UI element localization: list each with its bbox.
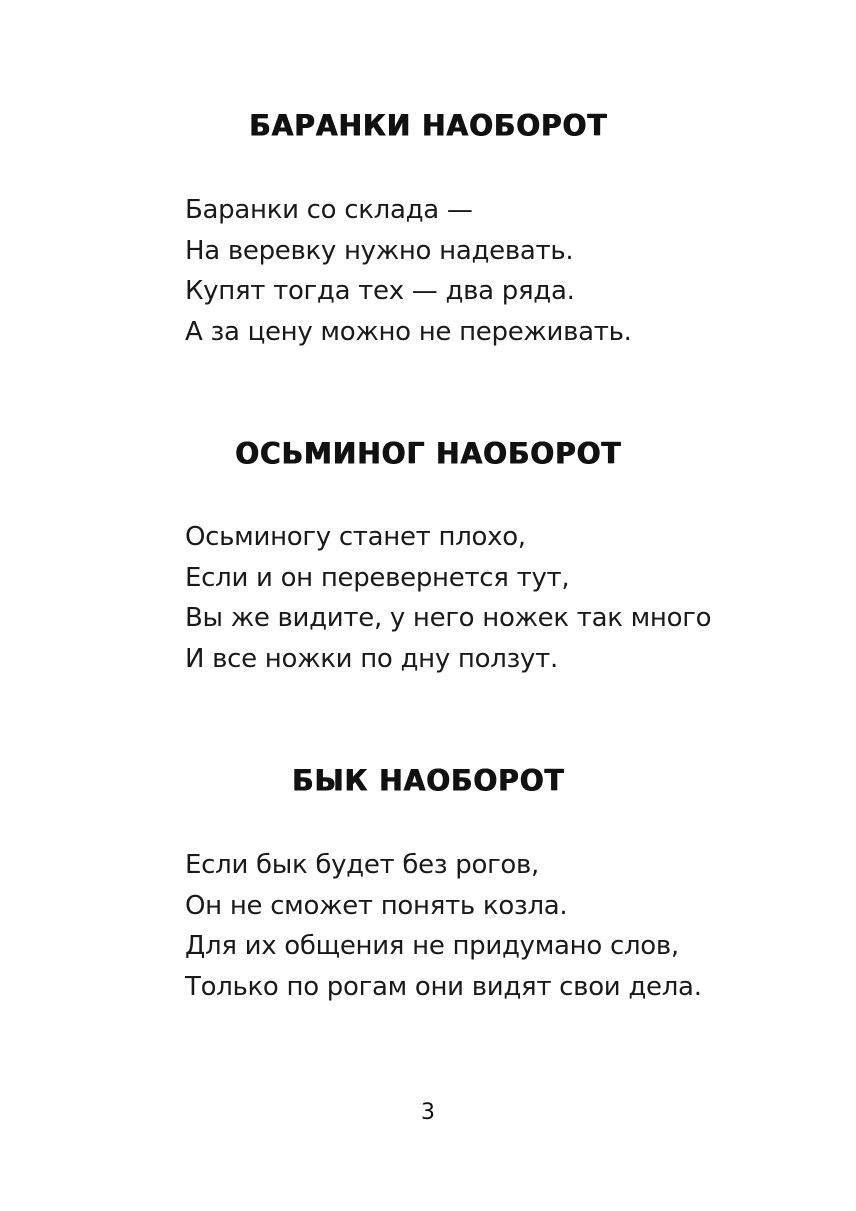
poem-title-3: БЫК НАОБОРОТ	[291, 763, 565, 798]
poem-title-1: БАРАНКИ НАОБОРОТ	[248, 108, 608, 143]
poem-title-2: ОСЬМИНОГ НАОБОРОТ	[234, 436, 622, 471]
poem-line: Вы же видите, у него ножек так много	[185, 603, 712, 633]
poem-line: Баранки со склада —	[185, 195, 473, 225]
poem-line: Если и он перевернется тут,	[185, 562, 570, 593]
poem-line: На веревку нужно надевать.	[185, 235, 574, 266]
poem-line: А за цену можно не переживать.	[185, 316, 632, 347]
poem-line: Для их общения не придумано слов,	[185, 931, 679, 961]
poem-line: Только по рогам они видят свои дела.	[185, 971, 702, 1002]
page-number: 3	[421, 1100, 435, 1125]
poem-stanza-2	[185, 517, 825, 679]
poem-line: Если бык будет без рогов,	[185, 850, 540, 880]
poem-stanza-3	[185, 845, 825, 1007]
poem-line: Купят тогда тех — два ряда.	[185, 276, 575, 306]
poem-line: И все ножки по дну ползут.	[185, 643, 558, 674]
poem-stanza-1	[185, 190, 825, 352]
poem-line: Он не сможет понять козла.	[185, 890, 568, 921]
poem-line: Осьминогу станет плохо,	[185, 522, 526, 552]
